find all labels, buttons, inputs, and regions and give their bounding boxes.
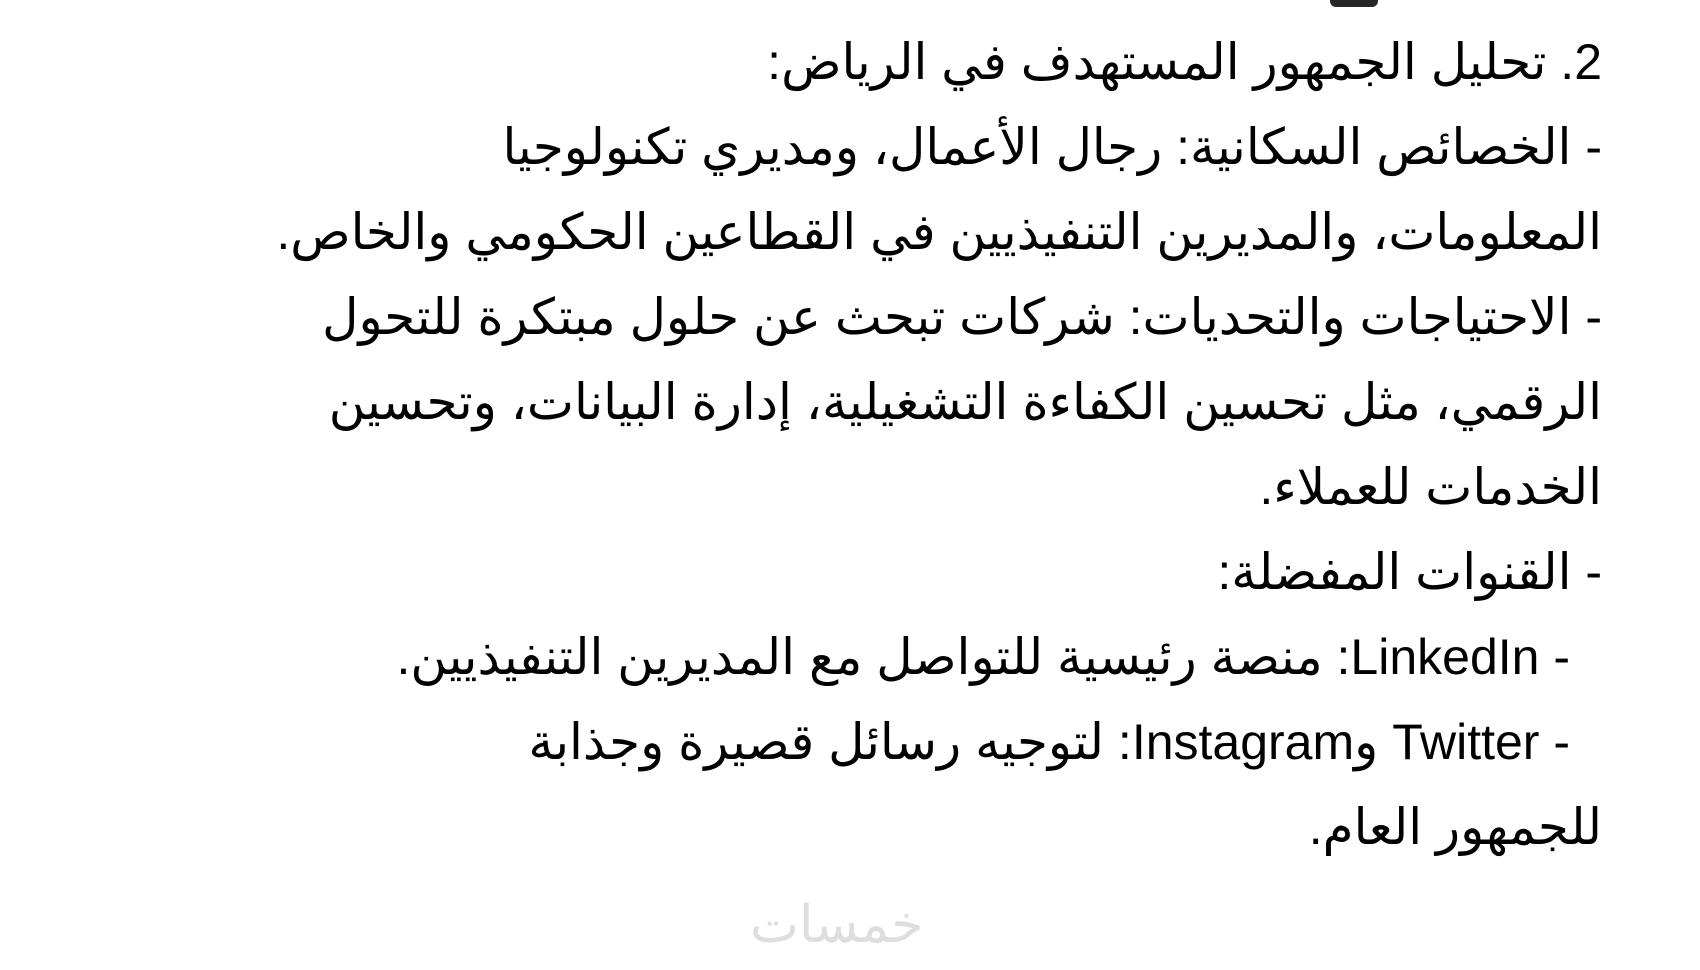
needs-line: - الاحتياجات والتحديات: شركات تبحث عن حلول مبتكرة للتحول <box>322 289 1602 345</box>
needs-continuation-2: الخدمات للعملاء. <box>1259 459 1602 515</box>
twitter-instagram-item: - Twitter وInstagram: لتوجيه رسائل قصيرة وجذابة <box>528 714 1570 770</box>
twitter-instagram-continuation: للجمهور العام. <box>1308 799 1602 855</box>
demographics-continuation: المعلومات، والمديرين التنفيذيين في القطاعين الحكومي والخاص. <box>276 204 1602 260</box>
linkedin-item: - LinkedIn: منصة رئيسية للتواصل مع المديرين التنفيذيين. <box>396 629 1570 685</box>
cut-off-previous-line <box>1330 0 1378 7</box>
needs-continuation-1: الرقمي، مثل تحسين الكفاءة التشغيلية، إدارة البيانات، وتحسين <box>328 374 1602 430</box>
section-heading: 2. تحليل الجمهور المستهدف في الرياض: <box>767 34 1602 90</box>
watermark-logo: خمسات <box>750 896 924 954</box>
channels-heading: - القنوات المفضلة: <box>1217 544 1602 600</box>
demographics-line: - الخصائص السكانية: رجال الأعمال، ومديري تكنولوجيا <box>502 119 1602 175</box>
